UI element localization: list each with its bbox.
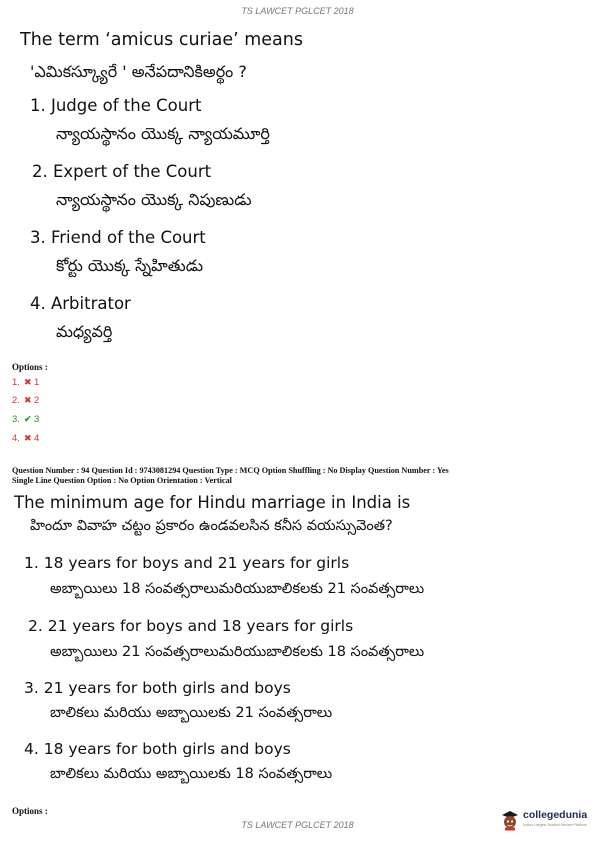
- answer-number: 4.: [12, 433, 20, 444]
- page-header: TS LAWCET PGLCET 2018: [241, 6, 354, 16]
- question-1-text-te: 'ఎమికస్క్యూరే ' అనేపదానికిఅర్థం ?: [30, 62, 247, 81]
- q1-options-label: Options :: [12, 362, 48, 372]
- student-mascot-icon: [500, 809, 520, 831]
- answer-value: 2: [34, 395, 40, 406]
- cross-icon: ✖: [24, 395, 32, 405]
- logo-name: collegedunia: [523, 809, 588, 821]
- q2-options-label: Options :: [12, 806, 48, 816]
- check-icon: ✔: [24, 414, 32, 424]
- answer-value: 3: [34, 414, 40, 425]
- q1-choice-1-te: న్యాయస్థానం యొక్క న్యాయమూర్తి: [56, 124, 270, 143]
- cross-icon: ✖: [24, 433, 32, 443]
- q1-answer-3: [12, 413, 39, 425]
- q2-choice-1-en: 1. 18 years for boys and 21 years for girls: [24, 554, 350, 572]
- q2-meta-line-2: Single Line Question Option : No Option Orientation : Vertical: [12, 476, 232, 485]
- page-footer: TS LAWCET PGLCET 2018: [241, 820, 354, 830]
- q1-choice-2-en: 2. Expert of the Court: [32, 162, 212, 181]
- q1-choice-4-te: మధ్యవర్తి: [56, 322, 113, 341]
- q1-answer-4: [12, 432, 39, 444]
- q1-answer-2: [12, 394, 39, 406]
- q2-choice-4-en: 4. 18 years for both girls and boys: [24, 740, 291, 758]
- question-2-text-en: The minimum age for Hindu marriage in India is: [14, 493, 411, 512]
- q2-choice-2-te: అబ్బాయిలు 21 సంవత్సరాలుమరియుబాలికలకు 18 సంవత్సరాలు: [50, 644, 425, 660]
- answer-number: 1.: [12, 377, 20, 388]
- q1-choice-4-en: 4. Arbitrator: [30, 294, 131, 313]
- q2-meta-line-1: Question Number : 94 Question Id : 9743081294 Question Type : MCQ Option Shuffling : No Display Question Number : Yes: [12, 466, 449, 475]
- q1-answer-1: [12, 376, 39, 388]
- answer-value: 1: [34, 377, 40, 388]
- q1-choice-1-en: 1. Judge of the Court: [30, 96, 202, 115]
- question-1-text-en: The term ‘amicus curiae’ means: [20, 30, 303, 50]
- q2-choice-1-te: అబ్బాయిలు 18 సంవత్సరాలుమరియుబాలికలకు 21 సంవత్సరాలు: [50, 581, 425, 597]
- question-2-text-te: హిందూ వివాహ చట్టం ప్రకారం ఉండవలసిన కనీస వయస్సువెంత?: [30, 518, 393, 534]
- q1-choice-3-en: 3. Friend of the Court: [30, 228, 206, 247]
- answer-value: 4: [34, 433, 40, 444]
- q1-choice-3-te: కోర్టు యొక్క స్నేహితుడు: [56, 256, 204, 275]
- cross-icon: ✖: [24, 377, 32, 387]
- q2-choice-3-en: 3. 21 years for both girls and boys: [24, 679, 291, 697]
- q2-choice-2-en: 2. 21 years for boys and 18 years for girls: [28, 617, 354, 635]
- answer-number: 3.: [12, 414, 20, 425]
- q2-choice-4-te: బాలికలు మరియు అబ్బాయిలకు 18 సంవత్సరాలు: [50, 766, 333, 782]
- q1-choice-2-te: న్యాయస్థానం యొక్క నిపుణుడు: [56, 190, 252, 209]
- logo-tagline: India's Largest Student Review Platform: [523, 823, 587, 827]
- q2-choice-3-te: బాలికలు మరియు అబ్బాయిలకు 21 సంవత్సరాలు: [50, 705, 333, 721]
- collegedunia-logo: [500, 807, 592, 835]
- answer-number: 2.: [12, 395, 20, 406]
